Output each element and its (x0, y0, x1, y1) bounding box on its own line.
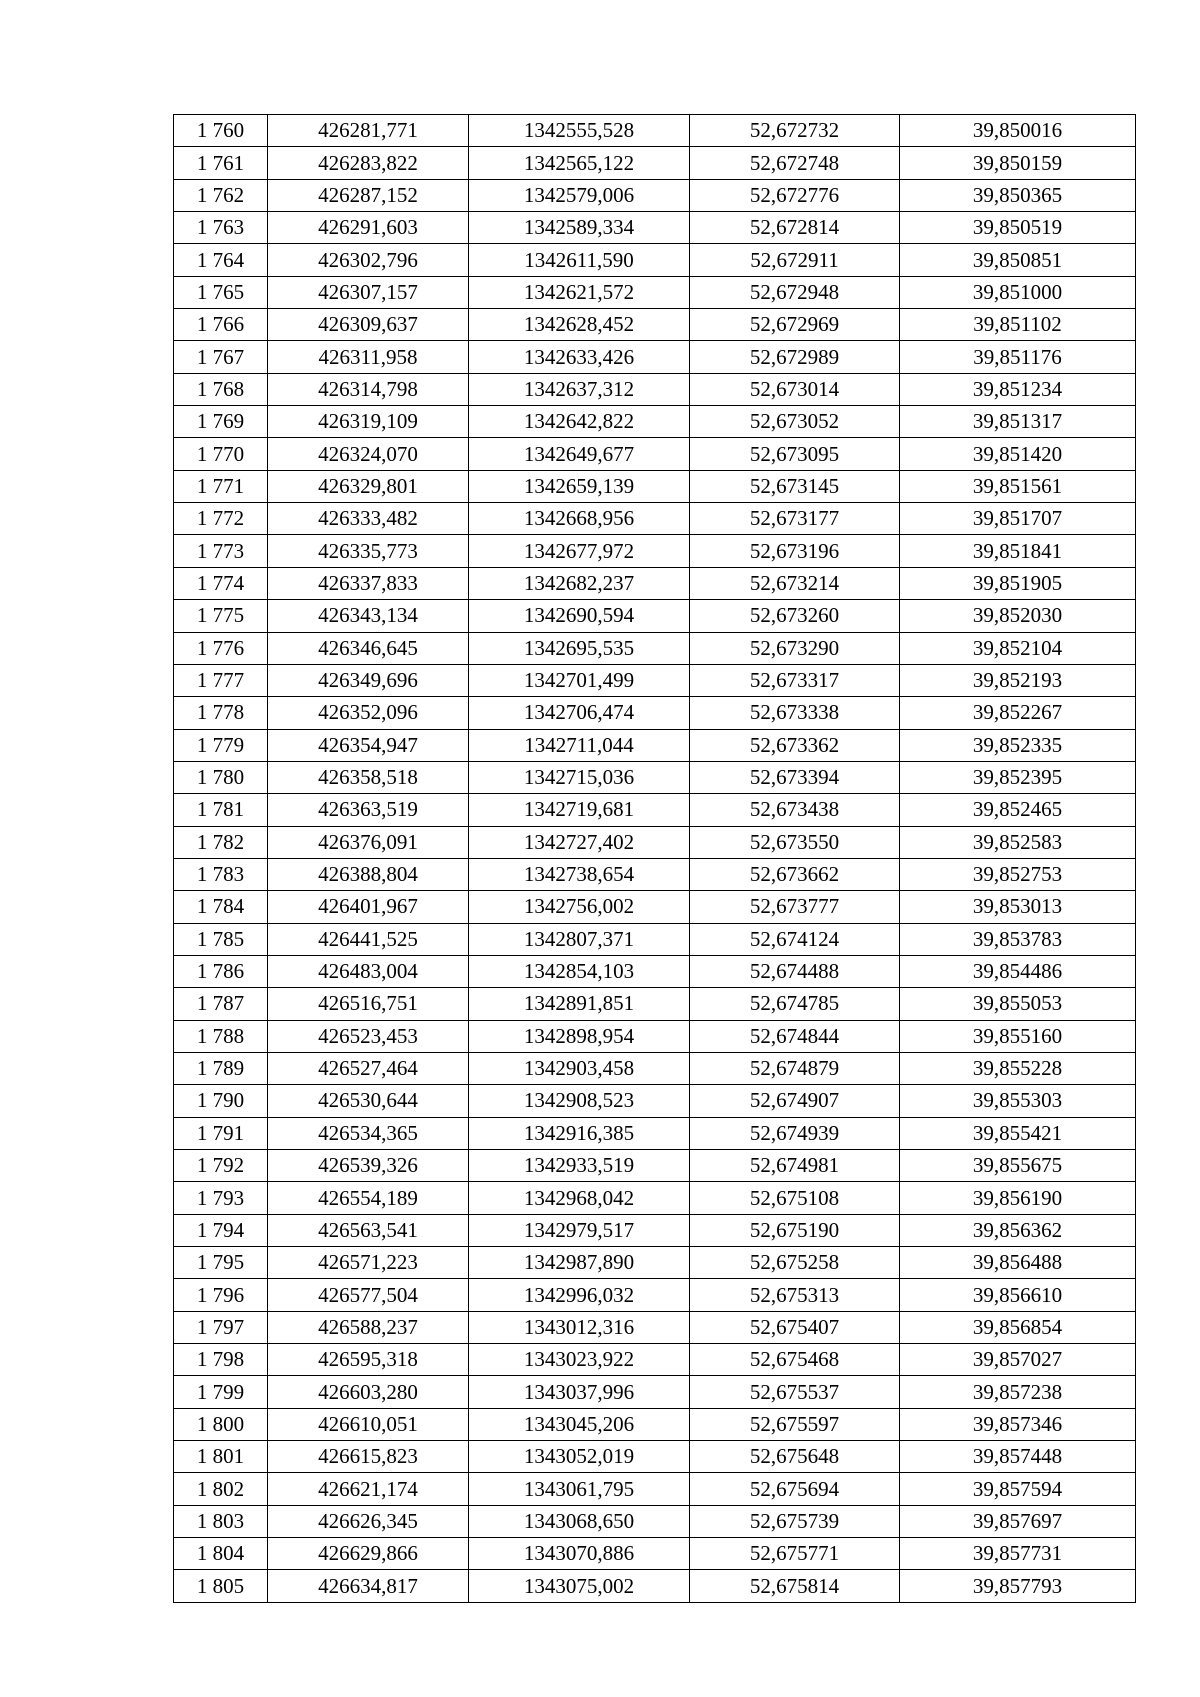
latitude-cell: 52,674879 (690, 1052, 900, 1084)
point-number-cell: 1 775 (174, 600, 268, 632)
y-coordinate-cell: 1342668,956 (469, 503, 690, 535)
latitude-cell: 52,674785 (690, 988, 900, 1020)
table-row (174, 1441, 1136, 1473)
table-row (174, 1117, 1136, 1149)
y-coordinate-cell: 1342807,371 (469, 923, 690, 955)
latitude-cell: 52,672732 (690, 115, 900, 147)
point-number-cell: 1 783 (174, 858, 268, 890)
table-row (174, 988, 1136, 1020)
latitude-cell: 52,674124 (690, 923, 900, 955)
y-coordinate-cell: 1342695,535 (469, 632, 690, 664)
longitude-cell: 39,850851 (900, 244, 1136, 276)
y-coordinate-cell: 1342677,972 (469, 535, 690, 567)
y-coordinate-cell: 1342565,122 (469, 147, 690, 179)
y-coordinate-cell: 1342659,139 (469, 470, 690, 502)
x-coordinate-cell: 426307,157 (268, 276, 469, 308)
x-coordinate-cell: 426333,482 (268, 503, 469, 535)
x-coordinate-cell: 426539,326 (268, 1150, 469, 1182)
x-coordinate-cell: 426516,751 (268, 988, 469, 1020)
table-row (174, 470, 1136, 502)
y-coordinate-cell: 1342555,528 (469, 115, 690, 147)
table-row (174, 1344, 1136, 1376)
latitude-cell: 52,673290 (690, 632, 900, 664)
y-coordinate-cell: 1342719,681 (469, 794, 690, 826)
latitude-cell: 52,673214 (690, 567, 900, 599)
x-coordinate-cell: 426363,519 (268, 794, 469, 826)
x-coordinate-cell: 426595,318 (268, 1344, 469, 1376)
longitude-cell: 39,853783 (900, 923, 1136, 955)
table-row (174, 1279, 1136, 1311)
longitude-cell: 39,857731 (900, 1538, 1136, 1570)
latitude-cell: 52,675648 (690, 1441, 900, 1473)
table-row (174, 567, 1136, 599)
y-coordinate-cell: 1342642,822 (469, 406, 690, 438)
longitude-cell: 39,857697 (900, 1505, 1136, 1537)
point-number-cell: 1 794 (174, 1214, 268, 1246)
latitude-cell: 52,672989 (690, 341, 900, 373)
longitude-cell: 39,850016 (900, 115, 1136, 147)
y-coordinate-cell: 1342727,402 (469, 826, 690, 858)
y-coordinate-cell: 1342706,474 (469, 697, 690, 729)
x-coordinate-cell: 426571,223 (268, 1247, 469, 1279)
table-row (174, 1505, 1136, 1537)
table-row (174, 632, 1136, 664)
point-number-cell: 1 771 (174, 470, 268, 502)
latitude-cell: 52,672948 (690, 276, 900, 308)
point-number-cell: 1 793 (174, 1182, 268, 1214)
x-coordinate-cell: 426283,822 (268, 147, 469, 179)
table-row (174, 535, 1136, 567)
latitude-cell: 52,673196 (690, 535, 900, 567)
point-number-cell: 1 774 (174, 567, 268, 599)
latitude-cell: 52,674939 (690, 1117, 900, 1149)
table-row (174, 115, 1136, 147)
latitude-cell: 52,675771 (690, 1538, 900, 1570)
table-row (174, 955, 1136, 987)
y-coordinate-cell: 1342628,452 (469, 309, 690, 341)
table-row (174, 794, 1136, 826)
point-number-cell: 1 780 (174, 761, 268, 793)
point-number-cell: 1 776 (174, 632, 268, 664)
point-number-cell: 1 800 (174, 1408, 268, 1440)
table-row (174, 1473, 1136, 1505)
x-coordinate-cell: 426311,958 (268, 341, 469, 373)
y-coordinate-cell: 1342898,954 (469, 1020, 690, 1052)
x-coordinate-cell: 426358,518 (268, 761, 469, 793)
x-coordinate-cell: 426349,696 (268, 664, 469, 696)
x-coordinate-cell: 426319,109 (268, 406, 469, 438)
x-coordinate-cell: 426629,866 (268, 1538, 469, 1570)
x-coordinate-cell: 426626,345 (268, 1505, 469, 1537)
longitude-cell: 39,857594 (900, 1473, 1136, 1505)
latitude-cell: 52,675694 (690, 1473, 900, 1505)
coordinates-table (173, 114, 1136, 1603)
x-coordinate-cell: 426615,823 (268, 1441, 469, 1473)
table-row (174, 1311, 1136, 1343)
x-coordinate-cell: 426563,541 (268, 1214, 469, 1246)
point-number-cell: 1 799 (174, 1376, 268, 1408)
table-row (174, 276, 1136, 308)
y-coordinate-cell: 1342690,594 (469, 600, 690, 632)
table-row (174, 600, 1136, 632)
x-coordinate-cell: 426335,773 (268, 535, 469, 567)
x-coordinate-cell: 426324,070 (268, 438, 469, 470)
latitude-cell: 52,672748 (690, 147, 900, 179)
coordinates-table-body (174, 115, 1136, 1603)
point-number-cell: 1 786 (174, 955, 268, 987)
longitude-cell: 39,857238 (900, 1376, 1136, 1408)
y-coordinate-cell: 1343052,019 (469, 1441, 690, 1473)
longitude-cell: 39,857027 (900, 1344, 1136, 1376)
longitude-cell: 39,855421 (900, 1117, 1136, 1149)
table-row (174, 1214, 1136, 1246)
point-number-cell: 1 779 (174, 729, 268, 761)
point-number-cell: 1 789 (174, 1052, 268, 1084)
x-coordinate-cell: 426281,771 (268, 115, 469, 147)
x-coordinate-cell: 426302,796 (268, 244, 469, 276)
longitude-cell: 39,850159 (900, 147, 1136, 179)
y-coordinate-cell: 1342933,519 (469, 1150, 690, 1182)
latitude-cell: 52,673394 (690, 761, 900, 793)
x-coordinate-cell: 426343,134 (268, 600, 469, 632)
table-row (174, 406, 1136, 438)
x-coordinate-cell: 426346,645 (268, 632, 469, 664)
y-coordinate-cell: 1343075,002 (469, 1570, 690, 1602)
point-number-cell: 1 784 (174, 891, 268, 923)
table-row (174, 1182, 1136, 1214)
y-coordinate-cell: 1342637,312 (469, 373, 690, 405)
latitude-cell: 52,673317 (690, 664, 900, 696)
longitude-cell: 39,851420 (900, 438, 1136, 470)
longitude-cell: 39,856362 (900, 1214, 1136, 1246)
point-number-cell: 1 767 (174, 341, 268, 373)
table-row (174, 697, 1136, 729)
x-coordinate-cell: 426534,365 (268, 1117, 469, 1149)
x-coordinate-cell: 426441,525 (268, 923, 469, 955)
point-number-cell: 1 797 (174, 1311, 268, 1343)
latitude-cell: 52,673777 (690, 891, 900, 923)
latitude-cell: 52,674488 (690, 955, 900, 987)
table-row (174, 244, 1136, 276)
point-number-cell: 1 792 (174, 1150, 268, 1182)
longitude-cell: 39,852465 (900, 794, 1136, 826)
y-coordinate-cell: 1342987,890 (469, 1247, 690, 1279)
point-number-cell: 1 770 (174, 438, 268, 470)
table-row (174, 1570, 1136, 1602)
y-coordinate-cell: 1342611,590 (469, 244, 690, 276)
longitude-cell: 39,851000 (900, 276, 1136, 308)
point-number-cell: 1 803 (174, 1505, 268, 1537)
point-number-cell: 1 795 (174, 1247, 268, 1279)
point-number-cell: 1 761 (174, 147, 268, 179)
longitude-cell: 39,856854 (900, 1311, 1136, 1343)
x-coordinate-cell: 426388,804 (268, 858, 469, 890)
table-row (174, 179, 1136, 211)
y-coordinate-cell: 1342715,036 (469, 761, 690, 793)
x-coordinate-cell: 426401,967 (268, 891, 469, 923)
table-row (174, 1408, 1136, 1440)
x-coordinate-cell: 426610,051 (268, 1408, 469, 1440)
x-coordinate-cell: 426603,280 (268, 1376, 469, 1408)
point-number-cell: 1 765 (174, 276, 268, 308)
x-coordinate-cell: 426554,189 (268, 1182, 469, 1214)
point-number-cell: 1 788 (174, 1020, 268, 1052)
longitude-cell: 39,851561 (900, 470, 1136, 502)
latitude-cell: 52,673438 (690, 794, 900, 826)
longitude-cell: 39,852335 (900, 729, 1136, 761)
longitude-cell: 39,851102 (900, 309, 1136, 341)
point-number-cell: 1 772 (174, 503, 268, 535)
latitude-cell: 52,672911 (690, 244, 900, 276)
point-number-cell: 1 798 (174, 1344, 268, 1376)
y-coordinate-cell: 1342633,426 (469, 341, 690, 373)
y-coordinate-cell: 1342711,044 (469, 729, 690, 761)
y-coordinate-cell: 1342621,572 (469, 276, 690, 308)
x-coordinate-cell: 426523,453 (268, 1020, 469, 1052)
y-coordinate-cell: 1342701,499 (469, 664, 690, 696)
latitude-cell: 52,674844 (690, 1020, 900, 1052)
latitude-cell: 52,675407 (690, 1311, 900, 1343)
longitude-cell: 39,856190 (900, 1182, 1136, 1214)
latitude-cell: 52,672776 (690, 179, 900, 211)
y-coordinate-cell: 1342968,042 (469, 1182, 690, 1214)
longitude-cell: 39,857793 (900, 1570, 1136, 1602)
longitude-cell: 39,851707 (900, 503, 1136, 535)
latitude-cell: 52,674907 (690, 1085, 900, 1117)
latitude-cell: 52,673662 (690, 858, 900, 890)
y-coordinate-cell: 1343023,922 (469, 1344, 690, 1376)
longitude-cell: 39,852267 (900, 697, 1136, 729)
y-coordinate-cell: 1342756,002 (469, 891, 690, 923)
x-coordinate-cell: 426287,152 (268, 179, 469, 211)
latitude-cell: 52,673550 (690, 826, 900, 858)
table-row (174, 1052, 1136, 1084)
table-row (174, 1020, 1136, 1052)
point-number-cell: 1 766 (174, 309, 268, 341)
x-coordinate-cell: 426329,801 (268, 470, 469, 502)
longitude-cell: 39,856488 (900, 1247, 1136, 1279)
y-coordinate-cell: 1342854,103 (469, 955, 690, 987)
y-coordinate-cell: 1342996,032 (469, 1279, 690, 1311)
longitude-cell: 39,855160 (900, 1020, 1136, 1052)
longitude-cell: 39,852753 (900, 858, 1136, 890)
x-coordinate-cell: 426352,096 (268, 697, 469, 729)
y-coordinate-cell: 1342891,851 (469, 988, 690, 1020)
longitude-cell: 39,852583 (900, 826, 1136, 858)
y-coordinate-cell: 1343061,795 (469, 1473, 690, 1505)
longitude-cell: 39,852030 (900, 600, 1136, 632)
latitude-cell: 52,675258 (690, 1247, 900, 1279)
table-row (174, 1085, 1136, 1117)
longitude-cell: 39,855053 (900, 988, 1136, 1020)
point-number-cell: 1 760 (174, 115, 268, 147)
point-number-cell: 1 801 (174, 1441, 268, 1473)
longitude-cell: 39,851317 (900, 406, 1136, 438)
y-coordinate-cell: 1342979,517 (469, 1214, 690, 1246)
table-row (174, 503, 1136, 535)
latitude-cell: 52,672814 (690, 212, 900, 244)
longitude-cell: 39,852193 (900, 664, 1136, 696)
longitude-cell: 39,852395 (900, 761, 1136, 793)
longitude-cell: 39,853013 (900, 891, 1136, 923)
x-coordinate-cell: 426530,644 (268, 1085, 469, 1117)
longitude-cell: 39,850365 (900, 179, 1136, 211)
x-coordinate-cell: 426634,817 (268, 1570, 469, 1602)
table-row (174, 891, 1136, 923)
point-number-cell: 1 768 (174, 373, 268, 405)
point-number-cell: 1 787 (174, 988, 268, 1020)
point-number-cell: 1 773 (174, 535, 268, 567)
point-number-cell: 1 796 (174, 1279, 268, 1311)
latitude-cell: 52,675313 (690, 1279, 900, 1311)
y-coordinate-cell: 1343037,996 (469, 1376, 690, 1408)
point-number-cell: 1 769 (174, 406, 268, 438)
longitude-cell: 39,856610 (900, 1279, 1136, 1311)
table-row (174, 729, 1136, 761)
table-row (174, 761, 1136, 793)
latitude-cell: 52,673095 (690, 438, 900, 470)
latitude-cell: 52,673145 (690, 470, 900, 502)
latitude-cell: 52,673014 (690, 373, 900, 405)
latitude-cell: 52,674981 (690, 1150, 900, 1182)
y-coordinate-cell: 1342916,385 (469, 1117, 690, 1149)
longitude-cell: 39,855228 (900, 1052, 1136, 1084)
y-coordinate-cell: 1343045,206 (469, 1408, 690, 1440)
table-row (174, 1538, 1136, 1570)
x-coordinate-cell: 426376,091 (268, 826, 469, 858)
x-coordinate-cell: 426337,833 (268, 567, 469, 599)
longitude-cell: 39,851905 (900, 567, 1136, 599)
latitude-cell: 52,673052 (690, 406, 900, 438)
latitude-cell: 52,673338 (690, 697, 900, 729)
table-row (174, 212, 1136, 244)
point-number-cell: 1 762 (174, 179, 268, 211)
x-coordinate-cell: 426588,237 (268, 1311, 469, 1343)
longitude-cell: 39,851841 (900, 535, 1136, 567)
latitude-cell: 52,675597 (690, 1408, 900, 1440)
x-coordinate-cell: 426309,637 (268, 309, 469, 341)
latitude-cell: 52,673362 (690, 729, 900, 761)
y-coordinate-cell: 1343012,316 (469, 1311, 690, 1343)
longitude-cell: 39,855303 (900, 1085, 1136, 1117)
table-row (174, 1150, 1136, 1182)
table-row (174, 341, 1136, 373)
x-coordinate-cell: 426483,004 (268, 955, 469, 987)
latitude-cell: 52,673260 (690, 600, 900, 632)
point-number-cell: 1 802 (174, 1473, 268, 1505)
table-row (174, 664, 1136, 696)
y-coordinate-cell: 1342589,334 (469, 212, 690, 244)
y-coordinate-cell: 1342649,677 (469, 438, 690, 470)
x-coordinate-cell: 426527,464 (268, 1052, 469, 1084)
point-number-cell: 1 777 (174, 664, 268, 696)
y-coordinate-cell: 1342908,523 (469, 1085, 690, 1117)
point-number-cell: 1 782 (174, 826, 268, 858)
point-number-cell: 1 764 (174, 244, 268, 276)
latitude-cell: 52,673177 (690, 503, 900, 535)
x-coordinate-cell: 426621,174 (268, 1473, 469, 1505)
point-number-cell: 1 778 (174, 697, 268, 729)
latitude-cell: 52,675537 (690, 1376, 900, 1408)
table-row (174, 1247, 1136, 1279)
point-number-cell: 1 790 (174, 1085, 268, 1117)
latitude-cell: 52,672969 (690, 309, 900, 341)
point-number-cell: 1 785 (174, 923, 268, 955)
x-coordinate-cell: 426314,798 (268, 373, 469, 405)
longitude-cell: 39,850519 (900, 212, 1136, 244)
table-row (174, 858, 1136, 890)
x-coordinate-cell: 426354,947 (268, 729, 469, 761)
point-number-cell: 1 804 (174, 1538, 268, 1570)
longitude-cell: 39,851176 (900, 341, 1136, 373)
x-coordinate-cell: 426577,504 (268, 1279, 469, 1311)
point-number-cell: 1 781 (174, 794, 268, 826)
longitude-cell: 39,851234 (900, 373, 1136, 405)
longitude-cell: 39,857448 (900, 1441, 1136, 1473)
y-coordinate-cell: 1342903,458 (469, 1052, 690, 1084)
latitude-cell: 52,675814 (690, 1570, 900, 1602)
y-coordinate-cell: 1342579,006 (469, 179, 690, 211)
latitude-cell: 52,675190 (690, 1214, 900, 1246)
x-coordinate-cell: 426291,603 (268, 212, 469, 244)
table-row (174, 826, 1136, 858)
table-row (174, 309, 1136, 341)
longitude-cell: 39,852104 (900, 632, 1136, 664)
table-row (174, 923, 1136, 955)
y-coordinate-cell: 1342738,654 (469, 858, 690, 890)
latitude-cell: 52,675108 (690, 1182, 900, 1214)
y-coordinate-cell: 1343070,886 (469, 1538, 690, 1570)
point-number-cell: 1 763 (174, 212, 268, 244)
y-coordinate-cell: 1342682,237 (469, 567, 690, 599)
table-row (174, 373, 1136, 405)
longitude-cell: 39,855675 (900, 1150, 1136, 1182)
longitude-cell: 39,857346 (900, 1408, 1136, 1440)
longitude-cell: 39,854486 (900, 955, 1136, 987)
table-row (174, 438, 1136, 470)
latitude-cell: 52,675739 (690, 1505, 900, 1537)
y-coordinate-cell: 1343068,650 (469, 1505, 690, 1537)
point-number-cell: 1 805 (174, 1570, 268, 1602)
latitude-cell: 52,675468 (690, 1344, 900, 1376)
point-number-cell: 1 791 (174, 1117, 268, 1149)
table-row (174, 1376, 1136, 1408)
table-row (174, 147, 1136, 179)
